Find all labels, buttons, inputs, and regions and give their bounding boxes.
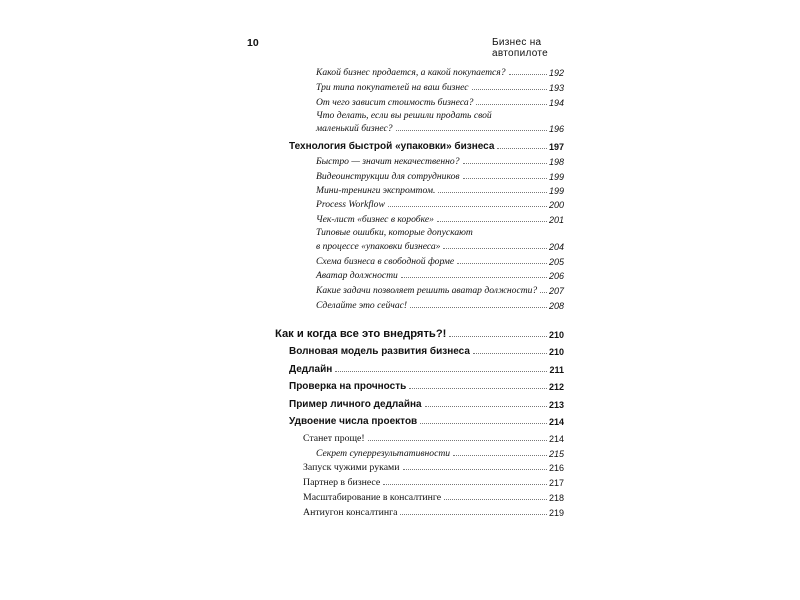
toc-entry-title: маленький бизнес? — [316, 123, 393, 134]
toc-entry-page: 193 — [548, 83, 564, 93]
toc-entry-page: 194 — [548, 98, 564, 108]
toc-entry — [316, 123, 564, 134]
toc-entry-page: 210 — [548, 347, 564, 357]
toc-entry — [303, 507, 564, 518]
toc-entry-title-line1: Типовые ошибки, которые допускают — [316, 227, 473, 238]
toc-section — [289, 141, 564, 152]
toc-entry-page: 214 — [548, 417, 564, 427]
toc-entry-page: 214 — [548, 434, 564, 444]
toc-entry-page: 216 — [548, 463, 564, 473]
toc-entry — [316, 448, 564, 459]
toc-entry-page: 205 — [548, 257, 564, 267]
toc-entry-title: Масштабирование в консалтинге — [303, 492, 442, 503]
leader-dots — [388, 205, 547, 207]
toc-entry-title: Партнер в бизнесе — [303, 477, 381, 488]
toc-chapter — [275, 328, 564, 340]
toc-entry-page: 197 — [548, 142, 564, 152]
toc-entry-title: Чек-лист «бизнес в коробке» — [316, 214, 434, 225]
page-number: 10 — [247, 37, 259, 49]
leader-dots — [443, 247, 547, 249]
toc-entry-title: Видеоинструкции для сотрудников — [316, 171, 460, 182]
toc-section — [289, 381, 564, 392]
toc-entry — [316, 82, 564, 93]
toc-entry-title: Проверка на прочность — [289, 381, 407, 392]
toc-entry — [303, 477, 564, 488]
toc-entry-title: Дедлайн — [289, 364, 333, 375]
leader-dots — [476, 103, 547, 105]
leader-dots — [401, 276, 547, 278]
toc-entry-title: Сделайте это сейчас! — [316, 300, 408, 311]
toc-entry-page: 199 — [548, 186, 564, 196]
leader-dots — [497, 147, 547, 149]
toc-entry-page: 200 — [548, 200, 564, 210]
toc-section — [289, 416, 564, 427]
toc-entry-page: 207 — [548, 286, 564, 296]
leader-dots — [463, 177, 547, 179]
toc-entry — [316, 300, 564, 311]
toc-entry-title: Технология быстрой «упаковки» бизнеса — [289, 141, 495, 152]
toc-entry-page: 206 — [548, 271, 564, 281]
leader-dots — [396, 129, 547, 131]
toc-section — [289, 364, 564, 375]
toc-entry — [316, 97, 564, 108]
toc-entry-title: Какой бизнес продается, а какой покупается? — [316, 67, 506, 78]
toc-entry-page: 212 — [548, 382, 564, 392]
leader-dots — [335, 370, 547, 372]
toc-entry-title: Какие задачи позволяет решить аватар должности? — [316, 285, 538, 296]
leader-dots — [509, 73, 547, 75]
toc-entry-title: Process Workflow — [316, 199, 385, 210]
toc-entry — [316, 270, 564, 281]
toc-entry-title: Станет проще! — [303, 433, 365, 444]
toc-entry-page: 204 — [548, 242, 564, 252]
toc-entry-title: Волновая модель развития бизнеса — [289, 346, 470, 357]
toc-entry-page: 211 — [549, 365, 564, 375]
toc-entry-page: 198 — [548, 157, 564, 167]
toc-entry-page: 208 — [548, 301, 564, 311]
leader-dots — [420, 422, 547, 424]
toc-entry-title: Антиугон консалтинга — [303, 507, 398, 518]
toc-entry — [316, 67, 564, 78]
leader-dots — [383, 483, 547, 485]
leader-dots — [438, 191, 547, 193]
toc-entry-title: Удвоение числа проектов — [289, 416, 418, 427]
toc-entry — [316, 199, 564, 210]
leader-dots — [453, 454, 547, 456]
toc-entry-page: 196 — [548, 124, 564, 134]
leader-dots — [449, 335, 547, 337]
running-title: Бизнес на автопилоте — [492, 37, 549, 59]
toc-entry-page: 219 — [548, 508, 564, 518]
toc-entry-title: в процессе «упаковки бизнеса» — [316, 241, 441, 252]
toc-entry — [303, 462, 564, 473]
toc-entry-page: 217 — [548, 478, 564, 488]
toc-entry-title: Аватар должности — [316, 270, 398, 281]
toc-entry-page: 201 — [548, 215, 564, 225]
leader-dots — [437, 220, 547, 222]
toc-entry-title: От чего зависит стоимость бизнеса? — [316, 97, 474, 108]
leader-dots — [403, 468, 547, 470]
leader-dots — [472, 88, 547, 90]
leader-dots — [463, 162, 547, 164]
toc-entry — [316, 256, 564, 267]
leader-dots — [425, 405, 547, 407]
leader-dots — [540, 291, 547, 293]
toc-entry — [303, 492, 564, 503]
leader-dots — [368, 439, 547, 441]
leader-dots — [473, 352, 547, 354]
toc-entry — [316, 185, 564, 196]
toc-entry — [316, 171, 564, 182]
toc-entry — [303, 433, 564, 444]
leader-dots — [444, 498, 547, 500]
toc-entry-title: Секрет суперрезультативности — [316, 448, 451, 459]
toc-entry-title: Схема бизнеса в свободной форме — [316, 256, 455, 267]
toc-entry-title: Запуск чужими руками — [303, 462, 400, 473]
toc-section — [289, 346, 564, 357]
leader-dots — [457, 262, 547, 264]
toc-entry — [316, 156, 564, 167]
toc-entry-page: 199 — [548, 172, 564, 182]
leader-dots — [409, 387, 547, 389]
leader-dots — [400, 513, 547, 515]
toc-entry-page: 213 — [548, 400, 564, 410]
toc-entry-page: 218 — [548, 493, 564, 503]
toc-entry-title: Пример личного дедлайна — [289, 399, 422, 410]
toc-entry-title: Мини-тренинги экспромтом. — [316, 185, 436, 196]
toc-entry-title: Быстро — значит некачественно? — [316, 156, 460, 167]
toc-entry-title: Как и когда все это внедрять?! — [275, 328, 447, 340]
toc-entry-title: Три типа покупателей на ваш бизнес — [316, 82, 469, 93]
toc-entry — [316, 285, 564, 296]
toc-entry-page: 215 — [548, 449, 564, 459]
toc-entry — [316, 214, 564, 225]
leader-dots — [410, 306, 547, 308]
toc-entry-page: 210 — [548, 330, 564, 340]
toc-section — [289, 399, 564, 410]
toc-entry-page: 192 — [548, 68, 564, 78]
toc-entry-title-line1: Что делать, если вы решили продать свой — [316, 110, 492, 121]
toc-entry — [316, 241, 564, 252]
